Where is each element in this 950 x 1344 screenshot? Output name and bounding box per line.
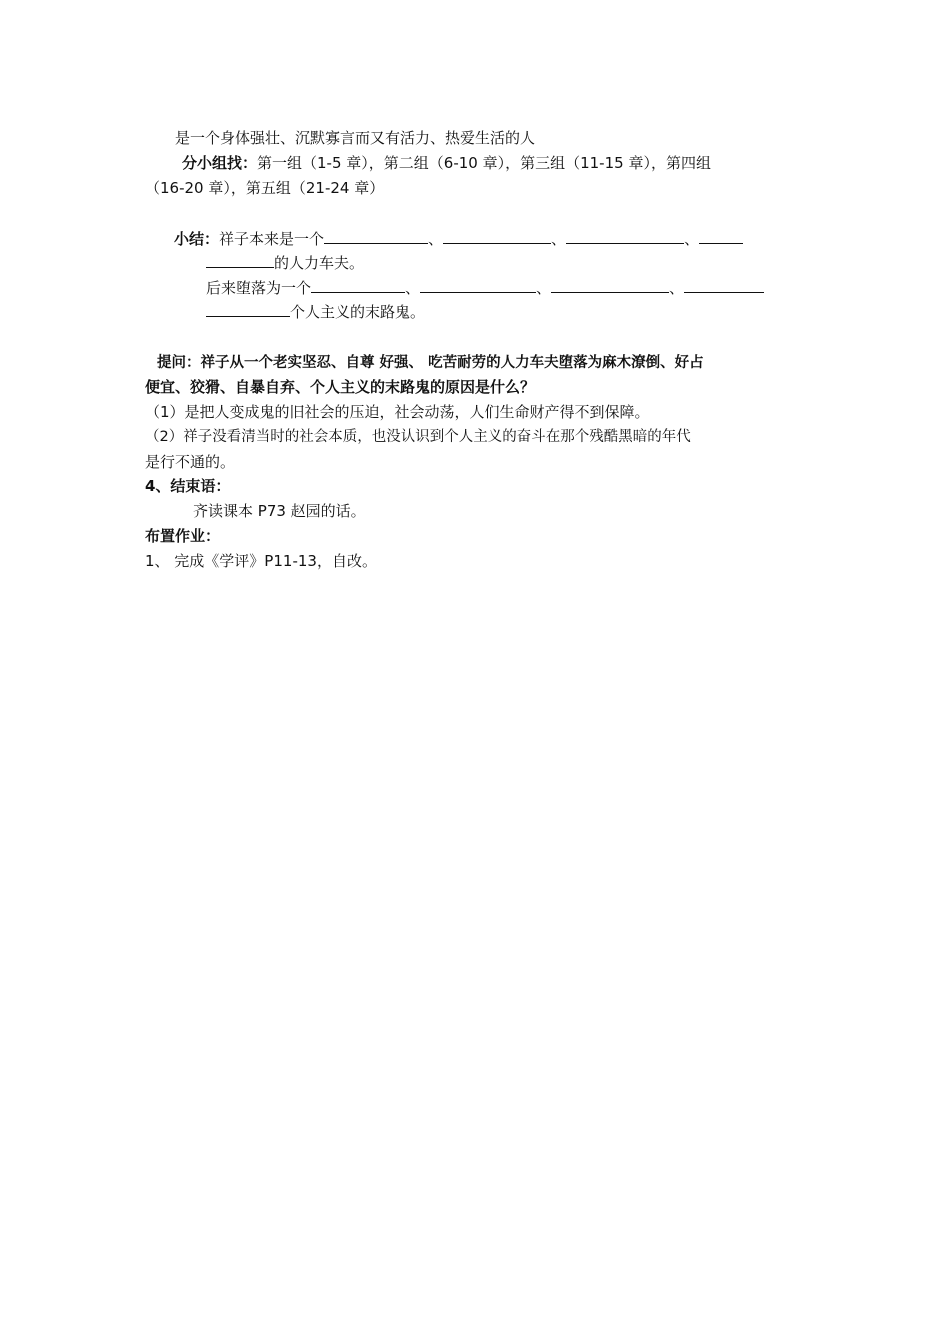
closing-text: 齐读课本 P73 赵园的话。: [193, 502, 366, 520]
groups-line-2: （16-20 章），第五组（21-24 章）: [145, 179, 385, 197]
fill-blank-3[interactable]: [566, 227, 684, 244]
summary-part1-suffix: 的人力车夫。: [274, 254, 365, 272]
description-line: 是一个身体强壮、沉默寡言而又有活力、热爱生活的人: [175, 129, 536, 147]
fill-blank-1[interactable]: [324, 227, 428, 244]
fill-blank-4[interactable]: [699, 227, 743, 244]
summary-line-1: [174, 227, 743, 251]
separator: 、: [684, 230, 700, 248]
summary-part2-prefix: 后来堕落为一个: [206, 279, 312, 297]
fill-blank-5[interactable]: [311, 276, 405, 293]
summary-line-4: [206, 300, 425, 324]
answer-2-line-2: 是行不通的。: [145, 453, 236, 471]
summary-part2-suffix: 个人主义的末路鬼。: [290, 303, 426, 321]
separator: 、: [551, 230, 567, 248]
summary-line-3: [206, 276, 764, 300]
fill-blank-8[interactable]: [684, 276, 764, 293]
separator: 、: [536, 279, 552, 297]
fill-blank-6[interactable]: [420, 276, 536, 293]
summary-line-2: [206, 251, 364, 275]
homework-item-1: 1、 完成《学评》P11-13，自改。: [145, 552, 377, 570]
separator: 、: [669, 279, 685, 297]
homework-heading: 布置作业：: [145, 527, 221, 545]
summary-label: 小结：: [174, 230, 220, 248]
question-line-1: 提问：祥子从一个老实坚忍、自尊 好强、 吃苦耐劳的人力车夫堕落为麻木潦倒、好占: [157, 355, 704, 371]
question-line-2: 便宜、狡猾、自暴自弃、个人主义的末路鬼的原因是什么？: [145, 378, 536, 396]
separator: 、: [405, 279, 421, 297]
fill-blank-7[interactable]: [551, 276, 669, 293]
groups-label: 分小组找：: [182, 154, 258, 172]
answer-2-line-1: （2）祥子没看清当时的社会本质，也没认识到个人主义的奋斗在那个残酷黑暗的年代: [145, 429, 691, 445]
fill-blank-2[interactable]: [443, 227, 551, 244]
fill-blank-8-continued[interactable]: [206, 300, 290, 317]
fill-blank-4-continued[interactable]: [206, 251, 274, 268]
groups-text-1: 第一组（1-5 章），第二组（6-10 章），第三组（11-15 章），第四组: [257, 154, 711, 172]
answer-1: （1）是把人变成鬼的旧社会的压迫，社会动荡，人们生命财产得不到保障。: [145, 403, 650, 421]
groups-line-1: [182, 151, 711, 175]
closing-heading: 4、结束语：: [145, 477, 231, 495]
summary-part1-prefix: 祥子本来是一个: [219, 230, 325, 248]
separator: 、: [428, 230, 444, 248]
